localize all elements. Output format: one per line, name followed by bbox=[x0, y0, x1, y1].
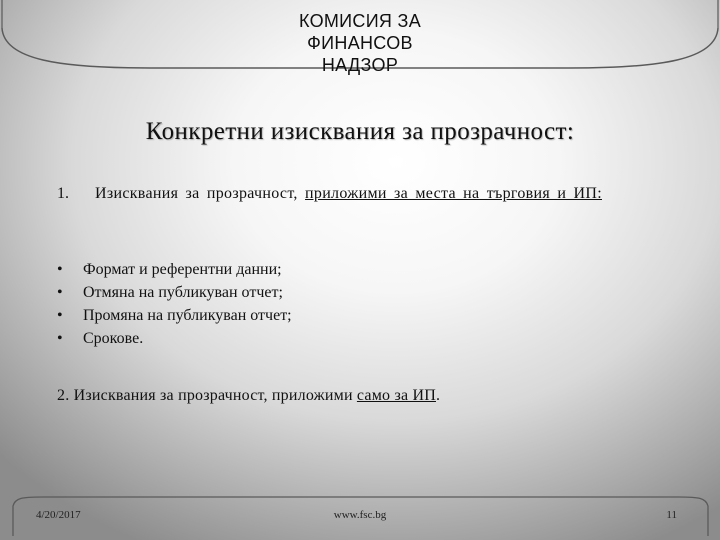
bullet-marker: • bbox=[57, 330, 63, 347]
numbered-item-2 bbox=[57, 387, 440, 405]
item2-underlined: само за ИП bbox=[356, 387, 436, 404]
org-line: КОМИСИЯ ЗА bbox=[298, 11, 422, 31]
bullet-list bbox=[57, 258, 292, 350]
list-item-text: Формат и референтни данни; bbox=[83, 261, 282, 278]
organization-name bbox=[260, 10, 460, 76]
item2-suffix: . bbox=[435, 387, 441, 404]
org-line: ФИНАНСОВ bbox=[307, 33, 413, 53]
item-number: 1. bbox=[57, 185, 69, 202]
list-item-text: Отмяна на публикуван отчет; bbox=[83, 284, 283, 301]
bullet-marker: • bbox=[57, 284, 63, 301]
footer-website: www.fsc.bg bbox=[333, 509, 387, 521]
item-text-plain: Изисквания за прозрачност, bbox=[95, 185, 298, 202]
org-line: НАДЗОР bbox=[321, 55, 399, 75]
item2-prefix: 2. Изисквания за прозрачност, приложими bbox=[57, 387, 357, 404]
list-item-text: Срокове. bbox=[83, 330, 144, 347]
list-item bbox=[57, 258, 292, 281]
footer-date: 4/20/2017 bbox=[36, 509, 81, 521]
item-text bbox=[95, 183, 687, 205]
numbered-item-1 bbox=[57, 183, 687, 205]
bullet-marker: • bbox=[57, 261, 63, 278]
list-item-text: Промяна на публикуван отчет; bbox=[83, 307, 292, 324]
bullet-marker: • bbox=[57, 307, 63, 324]
item-text-underlined: приложими за места на търговия и ИП: bbox=[305, 185, 602, 202]
footer-page-number: 11 bbox=[666, 509, 677, 521]
list-item bbox=[57, 304, 292, 327]
slide-title: Конкретни изисквания за прозрачност: bbox=[145, 118, 575, 145]
list-item bbox=[57, 327, 292, 350]
list-item bbox=[57, 281, 292, 304]
